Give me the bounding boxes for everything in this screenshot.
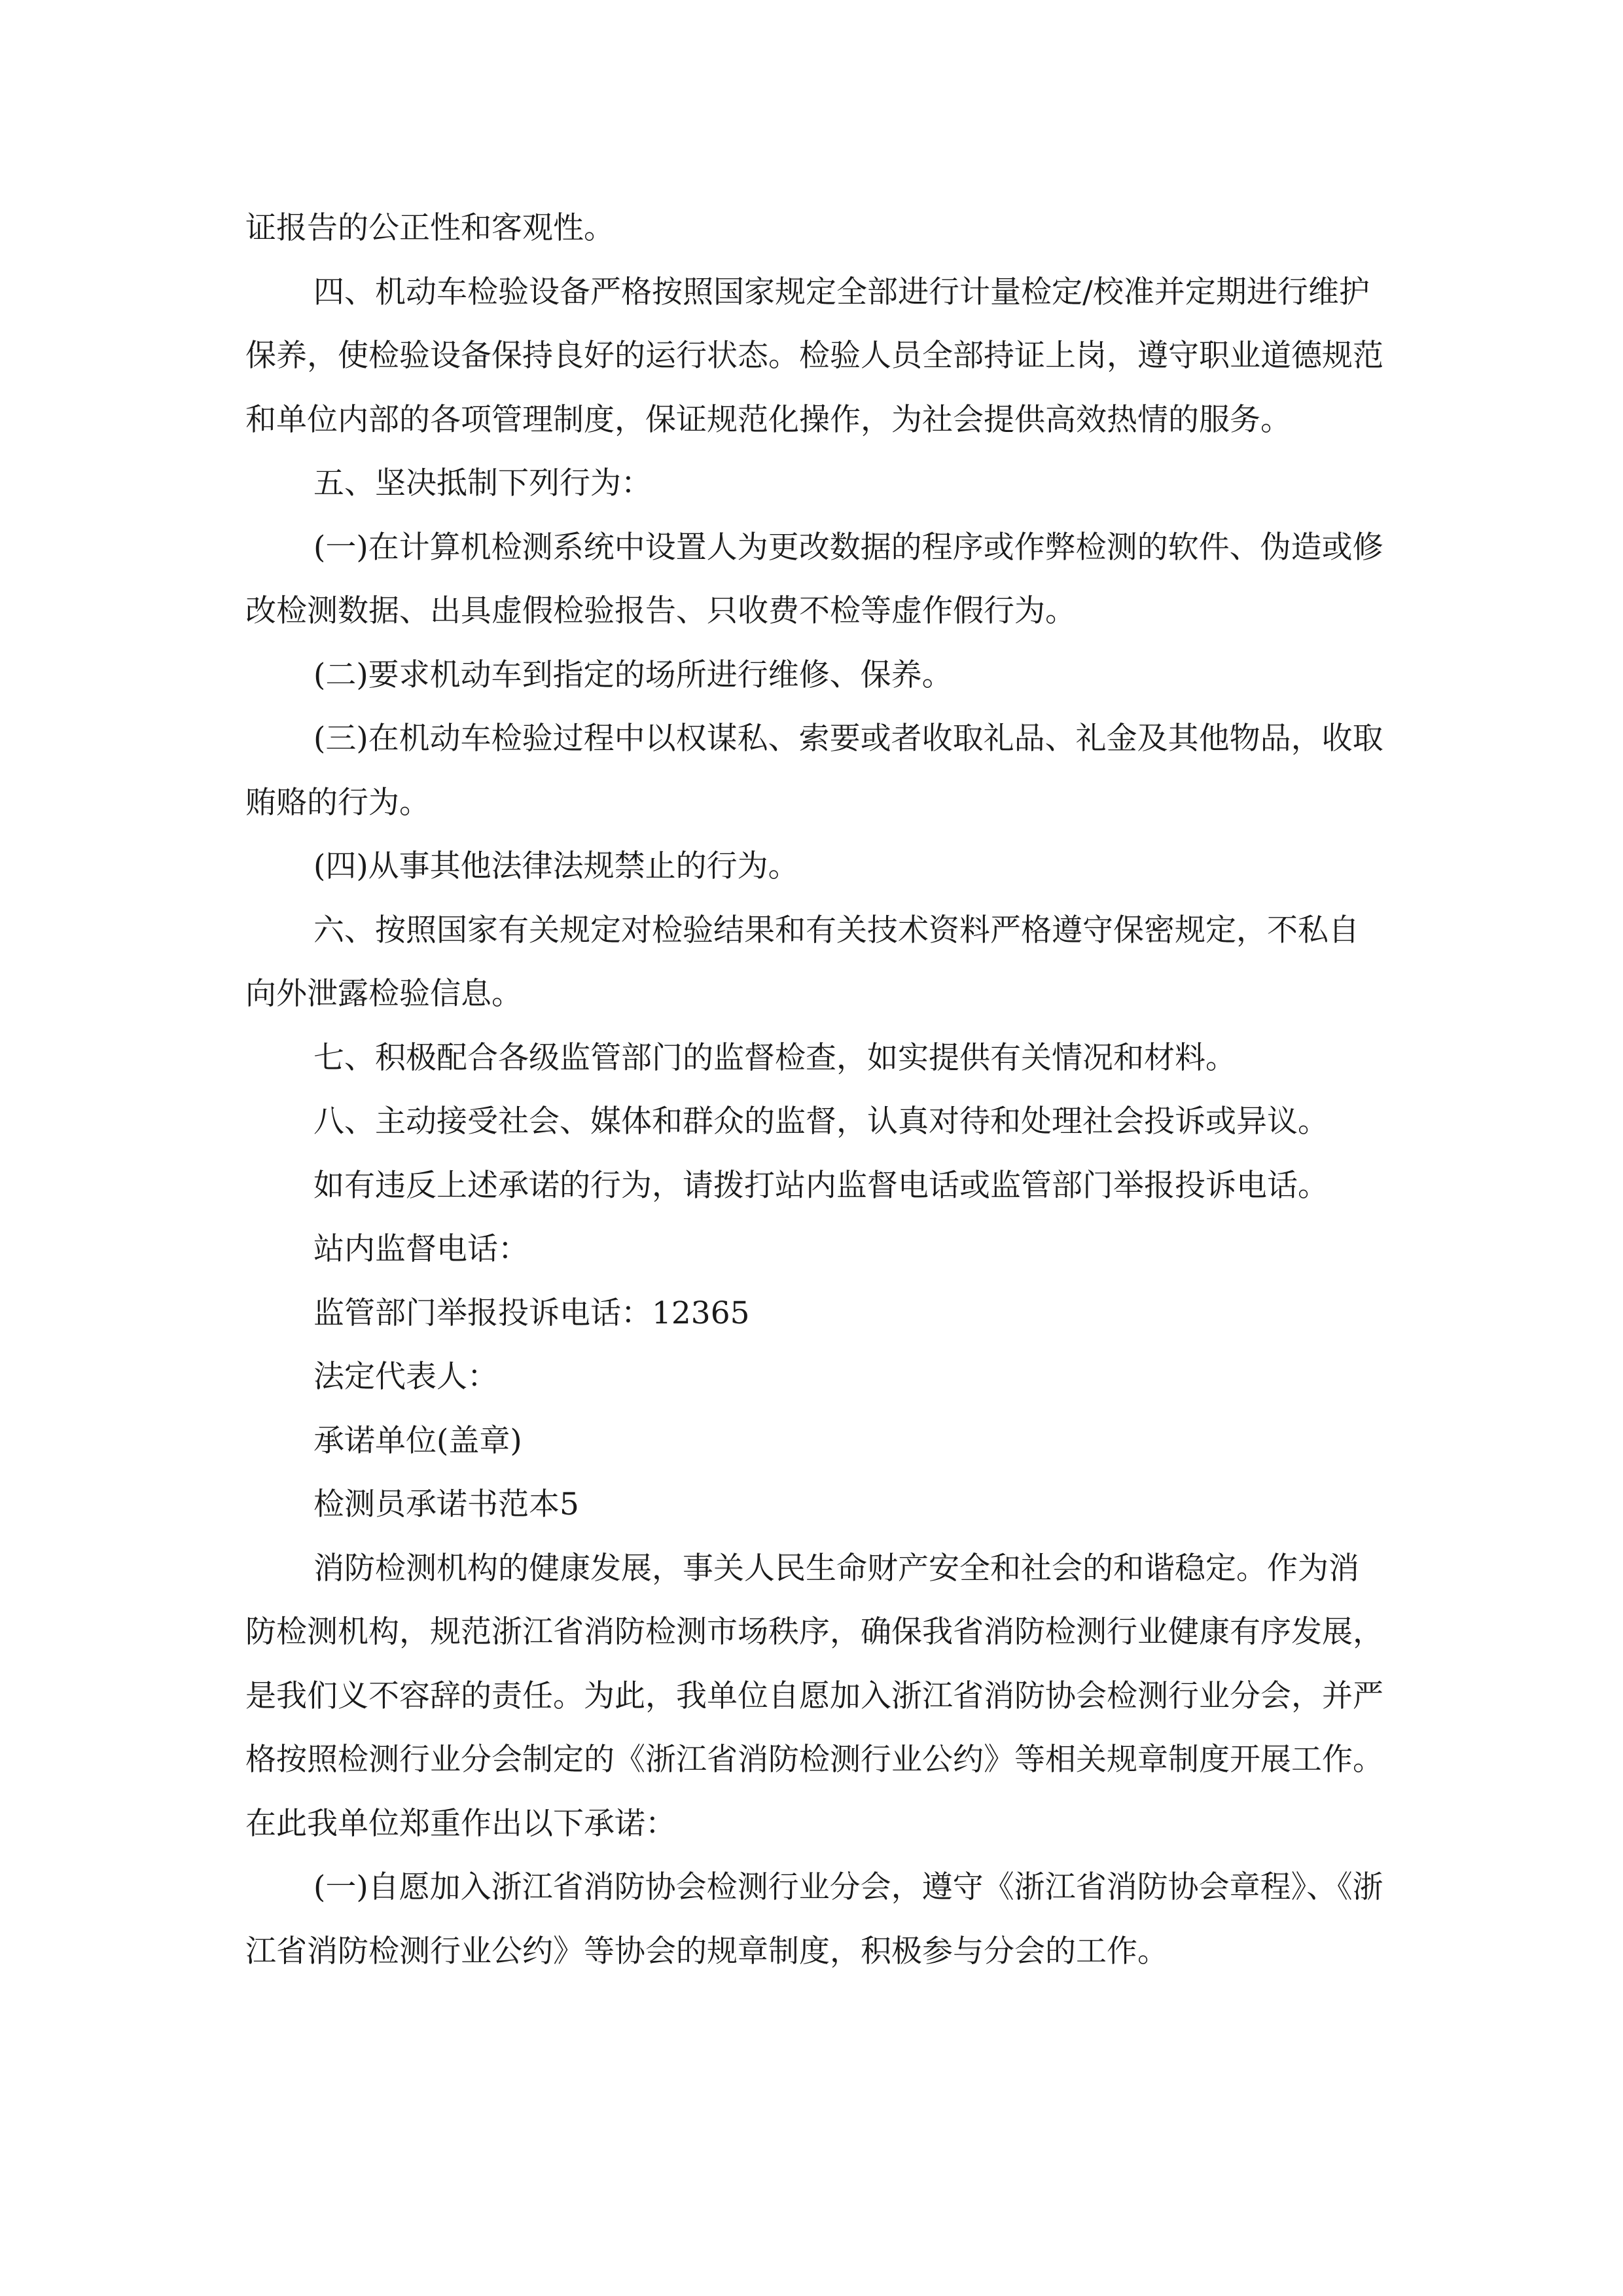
paragraph: 消防检测机构的健康发展，事关人民生命财产安全和社会的和谐稳定。作为消防检测机构，规范浙江省消防检测市场秩序，确保我省消防检测行业健康有序发展，是我们义不容辞的责任。为此，我单位自愿加入浙江省消防协会检测行业分会，并严格按照检测行业分会制定的《浙江省消防检测行业公约》等相关规章制度开展工作。在此我单位郑重作出以下承诺： bbox=[245, 1550, 1383, 1842]
paragraph: (一)在计算机检测系统中设置人为更改数据的程序或作弊检测的软件、伪造或修改检测数据、出具虚假检验报告、只收费不检等虚作假行为。 bbox=[245, 529, 1383, 629]
paragraph: 五、坚决抵制下列行为： bbox=[313, 465, 652, 501]
paragraph: 如有违反上述承诺的行为，请拨打站内监督电话或监管部门举报投诉电话。 bbox=[313, 1167, 1329, 1204]
section-heading: 检测员承诺书范本5 bbox=[313, 1486, 579, 1522]
paragraph: (四)从事其他法律法规禁止的行为。 bbox=[313, 848, 799, 884]
document-body bbox=[245, 196, 1384, 1983]
paragraph: 四、机动车检验设备严格按照国家规定全部进行计量检定/校准并定期进行维护保养，使检验设备保持良好的运行状态。检验人员全部持证上岗，遵守职业道德规范和单位内部的各项管理制度，保证规范化操作，为社会提供高效热情的服务。 bbox=[245, 274, 1383, 438]
paragraph: (二)要求机动车到指定的场所进行维修、保养。 bbox=[313, 656, 953, 693]
paragraph: 八、主动接受社会、媒体和群众的监督，认真对待和处理社会投诉或异议。 bbox=[313, 1103, 1329, 1139]
paragraph: 承诺单位(盖章) bbox=[313, 1422, 522, 1459]
paragraph: 监管部门举报投诉电话：12365 bbox=[313, 1295, 750, 1331]
paragraph: (三)在机动车检验过程中以权谋私、索要或者收取礼品、礼金及其他物品，收取贿赂的行为。 bbox=[245, 721, 1383, 821]
paragraph: 证报告的公正性和客观性。 bbox=[245, 210, 615, 246]
paragraph: (一)自愿加入浙江省消防协会检测行业分会，遵守《浙江省消防协会章程》、《浙江省消防检测行业公约》等协会的规章制度，积极参与分会的工作。 bbox=[245, 1869, 1383, 1969]
paragraph: 法定代表人： bbox=[313, 1359, 498, 1395]
paragraph: 七、积极配合各级监管部门的监督检查，如实提供有关情况和材料。 bbox=[313, 1039, 1236, 1076]
paragraph: 站内监督电话： bbox=[313, 1231, 529, 1267]
paragraph: 六、按照国家有关规定对检验结果和有关技术资料严格遵守保密规定，不私自向外泄露检验信息。 bbox=[245, 912, 1359, 1012]
